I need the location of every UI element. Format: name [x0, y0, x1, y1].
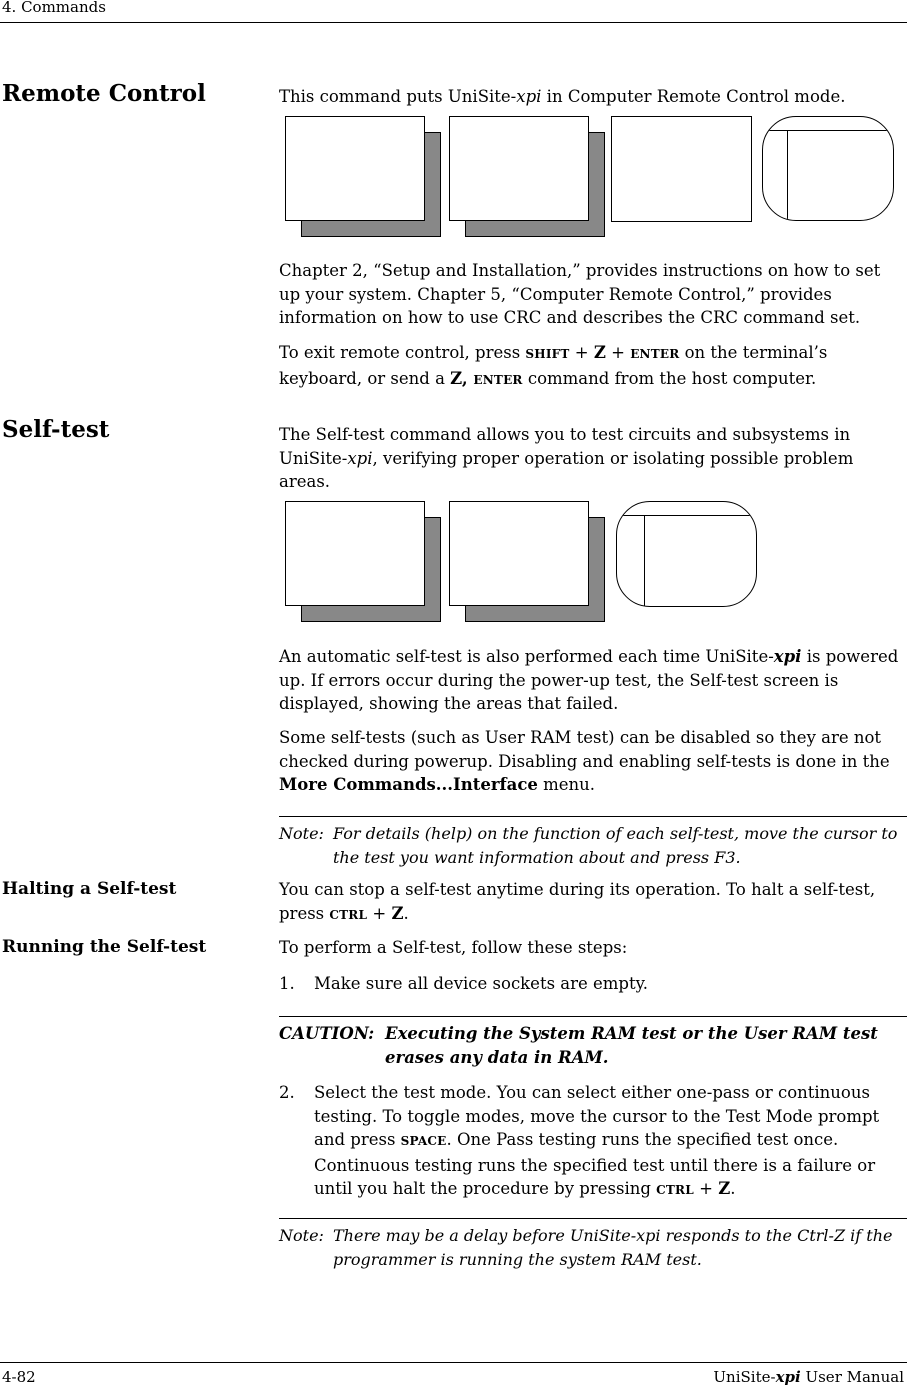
- self-test-intro-post: , verifying proper operation or isolating possible problem areas.: [279, 448, 854, 491]
- caution-label: CAUTION:: [279, 1024, 375, 1043]
- key-z: Z: [718, 1179, 731, 1198]
- remote-control-para2: [279, 341, 905, 392]
- step-2-post: .: [730, 1179, 736, 1198]
- note-label: Note:: [279, 824, 324, 843]
- menu-path: More Commands...Interface: [279, 775, 538, 794]
- manual-prefix: UniSite-: [713, 1368, 776, 1386]
- key-enter: ENTER: [630, 347, 680, 361]
- step-1-text: Make sure all device sockets are empty.: [314, 974, 649, 993]
- key-space: SPACE: [400, 1134, 447, 1148]
- key-ctrl: CTRL: [329, 907, 368, 922]
- remote-para2-c: command from the host computer.: [522, 368, 817, 388]
- self-test-note: [279, 822, 905, 869]
- note-rule: [279, 816, 907, 817]
- remote-intro-pre: This command puts UniSite-: [279, 87, 517, 106]
- self-test-para2-post: menu.: [537, 775, 596, 794]
- remote-key-3-illustration: [611, 116, 752, 222]
- step-2-pre: Select the test mode. You can select either one-pass or continuous testing. To toggle modes, move the cursor to the Test Mode prompt and press: [314, 1083, 880, 1149]
- cmd-z: Z,: [450, 368, 474, 388]
- self-test-intro: [279, 423, 905, 494]
- key-shift: SHIFT: [525, 347, 570, 361]
- running-header: 4. Commands: [2, 0, 106, 16]
- self-test-para1-product: xpi: [773, 647, 802, 666]
- self-test-para1-pre: An automatic self-test is also performed each time UniSite-: [279, 647, 774, 666]
- self-test-para1: [279, 645, 905, 716]
- remote-para2-a: To exit remote control, press: [279, 343, 526, 362]
- step-2-number: 2.: [279, 1083, 295, 1102]
- manual-title: [713, 1368, 904, 1386]
- remote-para1-text: Chapter 2, “Setup and Installation,” provides instructions on how to set up your system. Chapter 5, “Computer Remote Control,” provides information on how to use CRC and describes the CRC command set.: [279, 261, 881, 327]
- caution-box: [279, 1022, 907, 1069]
- heading-self-test: Self-test: [2, 416, 110, 443]
- halting-text-post: .: [403, 903, 409, 923]
- step-1-number: 1.: [279, 974, 295, 993]
- page-number: 4-82: [2, 1368, 36, 1386]
- remote-control-intro: [279, 85, 905, 109]
- running-note: [279, 1224, 905, 1271]
- halting-text-pre: You can stop a self-test anytime during its operation. To halt a self-test, press: [279, 880, 876, 923]
- self-test-para2: [279, 726, 905, 797]
- plus-sign: +: [569, 343, 594, 362]
- key-z: Z: [391, 903, 404, 923]
- remote-para2-b: on the terminal’s keyboard, or send a: [279, 343, 828, 388]
- note-text: For details (help) on the function of each self-test, move the cursor to the test you want information about and press F3.: [333, 824, 898, 867]
- key-z: Z: [593, 343, 606, 362]
- plus-sign: +: [693, 1179, 719, 1198]
- remote-intro-post: in Computer Remote Control mode.: [541, 87, 846, 106]
- caution-text: Executing the System RAM test or the User RAM test erases any data in RAM.: [385, 1024, 878, 1067]
- remote-intro-product: xpi: [516, 87, 542, 106]
- plus-sign: +: [367, 903, 392, 923]
- heading-remote-control: Remote Control: [2, 80, 206, 107]
- step-2-mid: . One Pass testing runs the specified test once. Continuous testing runs the specified test until there is a failure or until you halt the procedure by pressing: [314, 1130, 876, 1198]
- caution-rule: [279, 1016, 907, 1017]
- running-intro-text: To perform a Self-test, follow these steps:: [279, 938, 628, 957]
- cmd-enter: ENTER: [473, 372, 523, 387]
- remote-screen-illustration: [762, 116, 894, 221]
- selftest-screen-illustration: [616, 501, 757, 607]
- running-intro: [279, 936, 905, 960]
- remote-control-para1: [279, 259, 905, 330]
- heading-running-self-test: Running the Self-test: [2, 937, 207, 957]
- self-test-intro-pre: The Self-test command allows you to test circuits and subsystems in UniSite-: [279, 425, 851, 468]
- self-test-para1-post: is powered up. If errors occur during the power-up test, the Self-test screen is displayed, showing the areas that failed.: [279, 647, 899, 713]
- halting-para: [279, 878, 905, 927]
- header-rule: [0, 22, 907, 23]
- note-text: There may be a delay before UniSite-xpi responds to the Ctrl-Z if the programmer is running the system RAM test.: [333, 1226, 893, 1269]
- manual-product: xpi: [775, 1368, 801, 1386]
- step-2: [279, 1081, 905, 1203]
- note-rule-2: [279, 1218, 907, 1219]
- manual-suffix: User Manual: [800, 1368, 904, 1386]
- step-1: [279, 972, 905, 996]
- heading-halting-self-test: Halting a Self-test: [2, 879, 177, 899]
- self-test-intro-product: xpi: [347, 448, 373, 468]
- note-label: Note:: [279, 1226, 324, 1245]
- plus-sign: +: [605, 343, 631, 362]
- footer-rule: [0, 1362, 907, 1363]
- key-ctrl: CTRL: [656, 1183, 694, 1197]
- self-test-para2-pre: Some self-tests (such as User RAM test) can be disabled so they are not checked during powerup. Disabling and enabling self-tests is done in the: [279, 728, 890, 771]
